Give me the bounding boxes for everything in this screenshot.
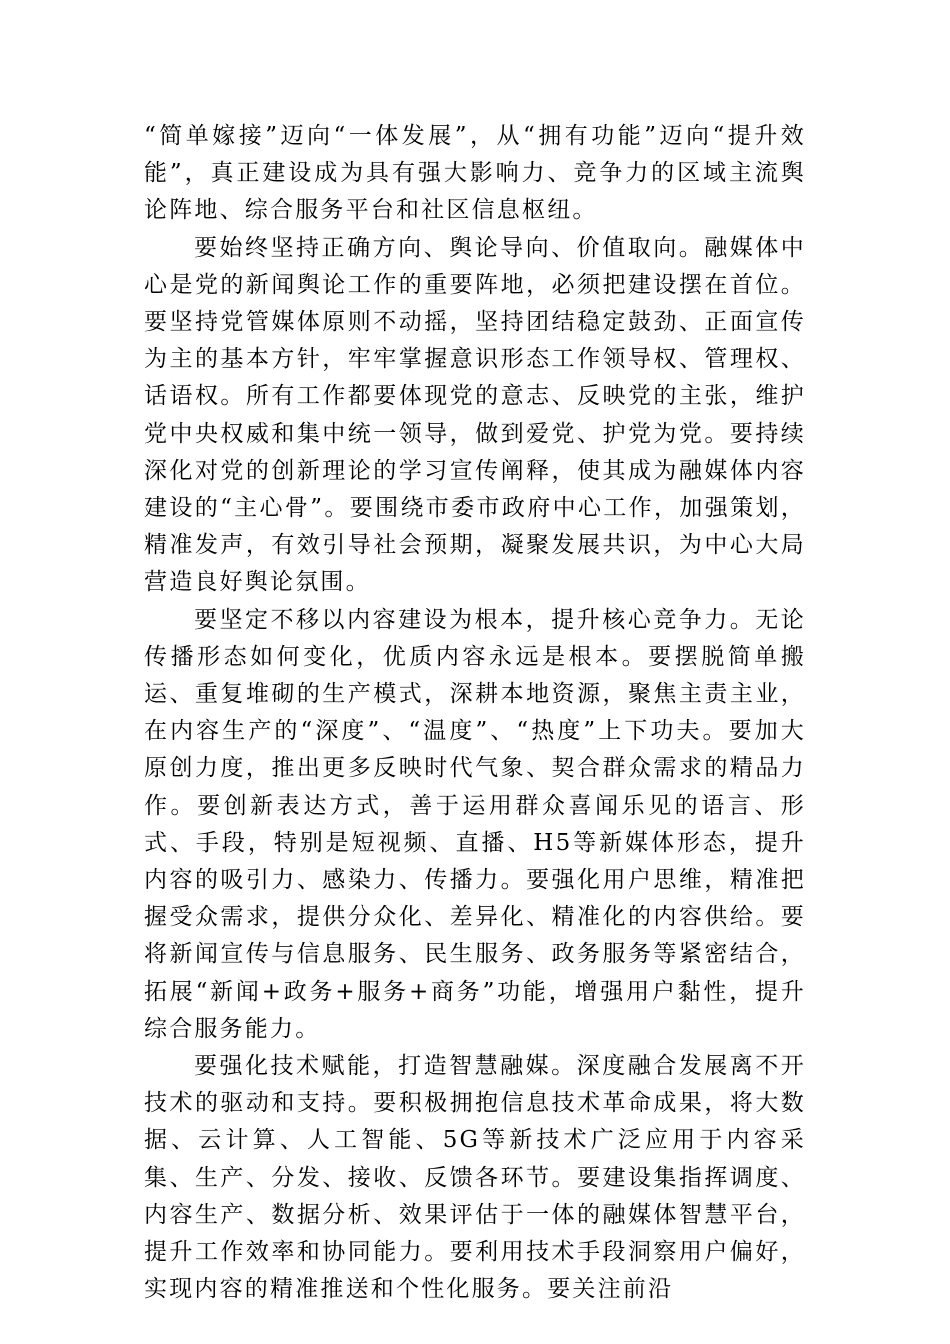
- paragraph-technology-empowerment: 要强化技术赋能，打造智慧融媒。深度融合发展离不开技术的驱动和支持。要积极拥抱信息技术革命成果，将大数据、云计算、人工智能、5G等新技术广泛应用于内容采集、生产、分发、接收、反馈各环节。要建设集指挥调度、内容生产、数据分析、效果评估于一体的融媒体智慧平台，提升工作效率和协同能力。要利用技术手段洞察用户偏好，实现内容的精准推送和个性化服务。要关注前沿: [144, 1053, 806, 1303]
- paragraph-content-building: 要坚定不移以内容建设为根本，提升核心竞争力。无论传播形态如何变化，优质内容永远是根本。要摆脱简单搬运、重复堆砌的生产模式，深耕本地资源，聚焦主责主业，在内容生产的“深度”、“温度”、“热度”上下功夫。要加大原创力度，推出更多反映时代气象、契合群众需求的精品力作。要创新表达方式，善于运用群众喜闻乐见的语言、形式、手段，特别是短视频、直播、H5等新媒体形态，提升内容的吸引力、感染力、传播力。要强化用户思维，精准把握受众需求，提供分众化、差异化、精准化的内容供给。要将新闻宣传与信息服务、民生服务、政务服务等紧密结合，拓展“新闻+政务+服务+商务”功能，增强用户黏性，提升综合服务能力。: [144, 606, 806, 1042]
- paragraph-continuation: “简单嫁接”迈向“一体发展”，从“拥有功能”迈向“提升效能”，真正建设成为具有强大影响力、竞争力的区域主流舆论阵地、综合服务平台和社区信息枢纽。: [144, 123, 806, 224]
- document-body: [144, 118, 806, 1309]
- paragraph-correct-direction: 要始终坚持正确方向、舆论导向、价值取向。融媒体中心是党的新闻舆论工作的重要阵地，必须把建设摆在首位。要坚持党管媒体原则不动摇，坚持团结稳定鼓劲、正面宣传为主的基本方针，牢牢掌握意识形态工作领导权、管理权、话语权。所有工作都要体现党的意志、反映党的主张，维护党中央权威和集中统一领导，做到爱党、护党为党。要持续深化对党的创新理论的学习宣传阐释，使其成为融媒体内容建设的“主心骨”。要围绕市委市政府中心工作，加强策划，精准发声，有效引导社会预期，凝聚发展共识，为中心大局营造良好舆论氛围。: [144, 234, 806, 596]
